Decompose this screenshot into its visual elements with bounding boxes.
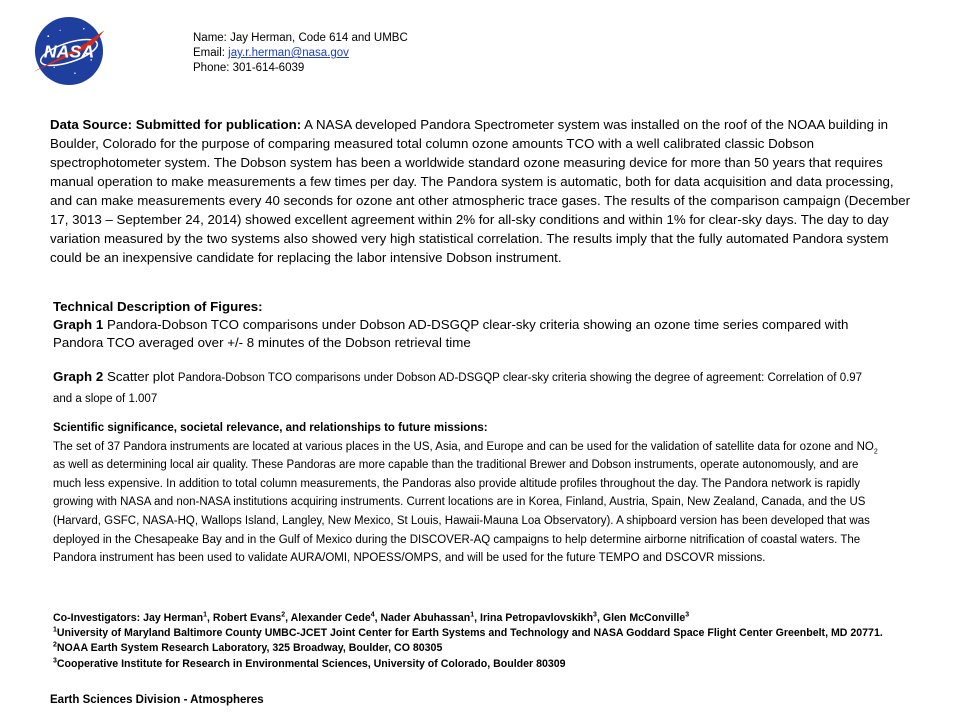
coinvestigator-list: Co-Investigators: Jay Herman$^1$, Robert Evans$^2$, Alexander Cede$^4$, Nader Abuhassan$^1$, Irina Petropavlovskikh$^3$, Glen McConville$^3$	[53, 611, 690, 624]
contact-phone: Phone: 301-614-6039	[193, 62, 305, 74]
affiliation-1-2: $^1$University of Maryland Baltimore County UMBC-JCET Joint Center for Earth Systems and Technology and NASA Goddard Space Flight Center Greenbelt, MD 20771. $^2$NOAA Earth System Research Laboratory, 325 Broadway, Boulder, CO 80305	[53, 626, 883, 655]
graph1-description: Graph 1 Pandora-Dobson TCO comparisons under Dobson AD-DSGQP clear-sky criteria showing an ozone time series compared with Pandora TCO averaged over +/- 8 minutes of the Dobson retrieval time	[53, 317, 849, 350]
nasa-logo	[32, 14, 106, 88]
affiliation-marker: 1	[470, 611, 475, 619]
coinvestigator-name: Jay Herman	[143, 612, 204, 624]
technical-heading: Technical Description of Figures:	[53, 299, 263, 314]
coinvestigator-names	[143, 612, 689, 624]
contact-email-line	[193, 46, 408, 61]
science-section	[53, 419, 883, 568]
affiliation-marker: 3	[685, 611, 690, 619]
email-link[interactable]: jay.r.herman@nasa.gov	[228, 47, 349, 59]
graph2-label: Graph 2	[53, 369, 104, 384]
data-source-text: A NASA developed Pandora Spectrometer system was installed on the roof of the NOAA building in Boulder, Colorado for the purpose of comparing measured total column ozone amounts TCO with a well calibrated classic Dobson spectrophotometer system. The Dobson system has been a worldwide standard ozone measuring device for more than 50 years that requires manual operation to make measurements a few times per day. The Pandora system is automatic, both for data acquisition and data processing, and can make measurements every 40 seconds for ozone ant other atmospheric trace gases. The results of the comparison campaign (December 17, 3013 – September 24, 2014) showed excellent agreement within 2% for all-sky conditions and within 1% for clear-sky days. The day to day variation measured by the two systems also showed very high statistical correlation. The results imply that the fully automated Pandora system could be an inexpensive candidate for replacing the labor intensive Dobson instrument.	[50, 117, 911, 265]
coinvestigator-name: , Nader Abuhassan	[374, 612, 471, 624]
affiliation-marker: 1	[203, 611, 208, 619]
coinvestigator-name: , Alexander Cede	[285, 612, 371, 624]
data-source-label: Data Source: Submitted for publication:	[50, 117, 302, 132]
science-text: The set of 37 Pandora instruments are located at various places in the US, Asia, and Europe and can be used for the validation of satellite data for ozone and $NO_2$ as well as determining local air quality. These Pandoras are more capable than the traditional Brewer and Dobson instruments, operate autonomously, and are much less expensive. In addition to total column measurements, the Pandoras also provide altitude profiles throughout the day. The Pandora network is rapidly growing with NASA and non-NASA institutions acquiring instruments. Current locations are in Korea, Finland, Austria, Spain, New Zealand, Canada, and the US (Harvard, GSFC, NASA-HQ, Wallops Island, Langley, New Mexico, St Louis, Hawaii-Mauna Loa Observatory). A shipboard version has been developed that was deployed in the Chesapeake Bay and in the Gulf of Mexico during the DISCOVER-AQ campaigns to help determine airborne nitrification of coastal waters. The Pandora instrument has been used to validate AURA/OMI, NPOESS/OMPS, and will be used for the future TEMPO and DSCOVR missions.	[53, 440, 878, 565]
coinvestigator-name: , Robert Evans	[207, 612, 282, 624]
technical-description	[53, 298, 883, 352]
coinvestigator-name: , Glen McConville	[596, 612, 686, 624]
affiliation-marker: 4	[370, 611, 375, 619]
coinvestigator-name: , Irina Petropavlovskikh	[474, 612, 594, 624]
affiliation-3: $^3$Cooperative Institute for Research in Environmental Sciences, University of Colorado, Boulder 80309	[53, 657, 566, 670]
contact-block	[193, 31, 408, 76]
coinvestigators	[53, 611, 913, 672]
email-label: Email:	[193, 47, 229, 59]
science-heading: Scientific significance, societal relevance, and relationships to future missions:	[53, 422, 488, 434]
affiliation-marker: 2	[281, 611, 286, 619]
graph2-description: Graph 2 Scatter plot Pandora-Dobson TCO comparisons under Dobson AD-DSGQP clear-sky criteria showing the degree of agreement: Correlation of 0.97 and a slope of 1.007	[53, 369, 863, 405]
logo-wordmark: NASA	[43, 41, 95, 62]
footer-division: Earth Sciences Division - Atmospheres	[50, 694, 264, 706]
graph1-label: Graph 1	[53, 317, 104, 332]
data-source-paragraph	[50, 115, 914, 267]
affiliation-marker: 3	[593, 611, 597, 619]
contact-name: Name: Jay Herman, Code 614 and UMBC	[193, 32, 408, 44]
